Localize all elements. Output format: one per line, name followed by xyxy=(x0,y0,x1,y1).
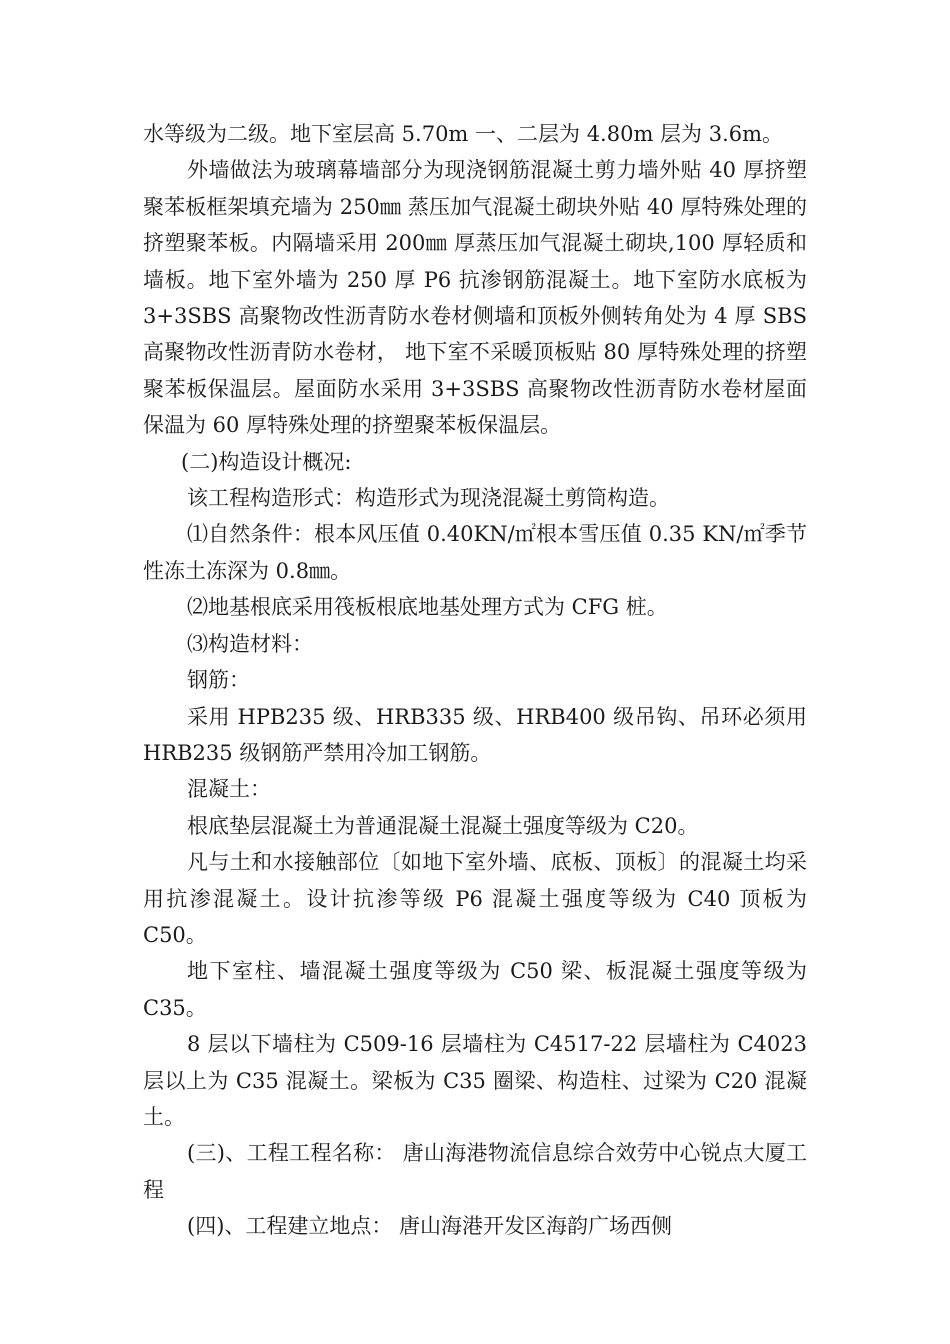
document-body xyxy=(143,116,807,1245)
paragraph-exterior-wall: 外墙做法为玻璃幕墙部分为现浇钢筋混凝土剪力墙外贴 40 厚挤塑聚苯板框架填充墙为 250㎜ 蒸压加气混凝土砌块外贴 40 厚特殊处理的挤塑聚苯板。内隔墙采用 200㎜ 厚蒸压加气混凝土砌块,100 厚轻质和墙板。地下室外墙为 250 厚 P6 抗渗钢筋混凝土。地下室防水底板为 3+3SBS 高聚物改性沥青防水卷材侧墙和顶板外侧转角处为 4 厚 SBS 高聚物改性沥青防水卷材， 地下室不采暖顶板贴 80 厚特殊处理的挤塑聚苯板保温层。屋面防水采用 3+3SBS 高聚物改性沥青防水卷材屋面保温为 60 厚特殊处理的挤塑聚苯板保温层。 xyxy=(143,158,807,438)
paragraph-foundation: ⑵地基根底采用筏板根底地基处理方式为 CFG 桩。 xyxy=(187,595,668,620)
paragraph-natural-conditions: ⑴自然条件：根本风压值 0.40KN/㎡根本雪压值 0.35 KN/㎡季节性冻土冻深为 0.8㎜。 xyxy=(143,522,807,583)
paragraph-column-concrete: 8 层以下墙柱为 C509-16 层墙柱为 C4517-22 层墙柱为 C4023 层以上为 C35 混凝土。梁板为 C35 圈梁、构造柱、过梁为 C20 混凝土。 xyxy=(143,1032,807,1129)
paragraph-rebar-spec: 采用 HPB235 级、HRB335 级、HRB400 级吊钩、吊环必须用HRB235 级钢筋严禁用冷加工钢筋。 xyxy=(143,704,807,765)
paragraph-cushion-concrete: 根底垫层混凝土为普通混凝土混凝土强度等级为 C20。 xyxy=(187,813,699,838)
paragraph-rebar-heading: 钢筋： xyxy=(187,668,250,693)
paragraph-impermeable-concrete: 凡与土和水接触部位〔如地下室外墙、底板、顶板〕的混凝土均采用抗渗混凝土。设计抗渗等级 P6 混凝土强度等级为 C40 顶板为C50。 xyxy=(143,850,807,947)
section-project-name: (三)、工程工程名称： 唐山海港物流信息综合效劳中心锐点大厦工程 xyxy=(143,1141,807,1202)
paragraph-concrete-heading: 混凝土： xyxy=(187,777,271,802)
paragraph-waterproof-grade: 水等级为二级。地下室层高 5.70m 一、二层为 4.80m 层为 3.6m。 xyxy=(143,122,784,146)
section-project-location: (四)、工程建立地点： 唐山海港开发区海韵广场西侧 xyxy=(187,1214,673,1239)
paragraph-structure-form: 该工程构造形式：构造形式为现浇混凝土剪筒构造。 xyxy=(187,486,670,511)
section-heading-structural-design: (二)构造设计概况: xyxy=(181,449,352,474)
paragraph-materials-heading: ⑶构造材料： xyxy=(187,631,313,656)
paragraph-basement-concrete: 地下室柱、墙混凝土强度等级为 C50 梁、板混凝土强度等级为C35。 xyxy=(143,959,807,1020)
